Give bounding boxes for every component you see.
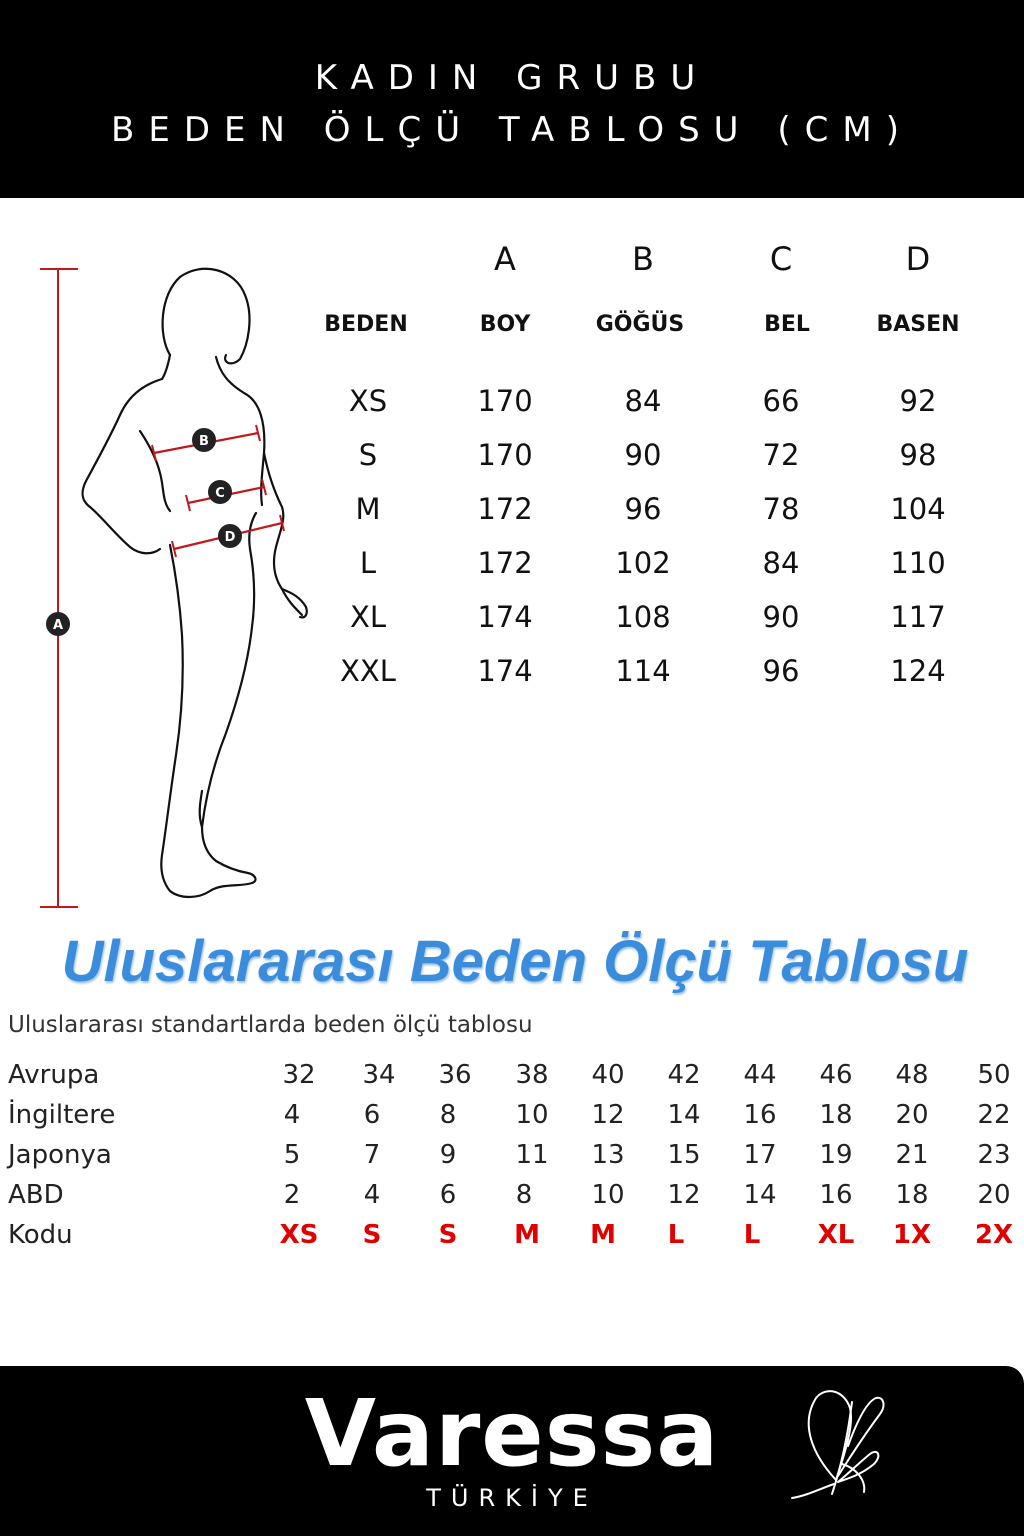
intl-row-label: İngiltere xyxy=(8,1100,116,1130)
brand-subtitle: TÜRKİYE xyxy=(426,1484,598,1512)
intl-cell: 36 xyxy=(438,1060,472,1090)
intl-cell: 12 xyxy=(667,1180,701,1210)
header-banner xyxy=(0,0,1024,198)
intl-cell: 7 xyxy=(363,1140,381,1170)
intl-cell: 20 xyxy=(977,1180,1011,1210)
intl-cell: 48 xyxy=(895,1060,929,1090)
header-title-line2: BEDEN ÖLÇÜ TABLOSU (CM) xyxy=(111,110,913,150)
header-gogus: GÖĞÜS xyxy=(595,312,685,337)
cell-size: S xyxy=(358,438,378,472)
cell-gogus: 96 xyxy=(624,492,662,526)
marker-a-label: A xyxy=(52,618,64,633)
intl-code-cell: 1X xyxy=(892,1220,932,1250)
intl-cell: 16 xyxy=(819,1180,853,1210)
cell-basen: 98 xyxy=(899,438,937,472)
brand-logo-text: Varessa xyxy=(304,1380,720,1487)
intl-cell: 17 xyxy=(743,1140,777,1170)
intl-cell: 23 xyxy=(977,1140,1011,1170)
intl-cell: 14 xyxy=(743,1180,777,1210)
header-basen: BASEN xyxy=(876,312,960,337)
cell-bel: 78 xyxy=(762,492,800,526)
cell-gogus: 114 xyxy=(615,654,671,688)
intl-cell: 12 xyxy=(591,1100,625,1130)
header-boy: BOY xyxy=(479,312,531,337)
cell-basen: 110 xyxy=(890,546,946,580)
table-row xyxy=(0,546,1024,586)
cell-bel: 72 xyxy=(762,438,800,472)
intl-row-abd xyxy=(0,1180,1024,1216)
table-row xyxy=(0,492,1024,532)
intl-cell: 14 xyxy=(667,1100,701,1130)
intl-cell: 10 xyxy=(591,1180,625,1210)
intl-row-avrupa xyxy=(0,1060,1024,1096)
intl-code-cell: 2X xyxy=(974,1220,1014,1250)
intl-cell: 9 xyxy=(439,1140,457,1170)
intl-cell: 10 xyxy=(515,1100,549,1130)
marker-b-label: B xyxy=(199,434,209,449)
intl-cell: 50 xyxy=(977,1060,1011,1090)
cell-boy: 172 xyxy=(477,492,533,526)
intl-row-label: Avrupa xyxy=(8,1060,100,1090)
intl-cell: 18 xyxy=(819,1100,853,1130)
intl-cell: 18 xyxy=(895,1180,929,1210)
cell-size: L xyxy=(359,546,377,580)
intl-cell: 20 xyxy=(895,1100,929,1130)
intl-cell: 4 xyxy=(363,1180,381,1210)
cell-bel: 66 xyxy=(762,384,800,418)
cell-bel: 90 xyxy=(762,600,800,634)
intl-code-cell: XS xyxy=(279,1220,319,1250)
header-beden: BEDEN xyxy=(324,312,408,337)
cell-boy: 170 xyxy=(477,438,533,472)
intl-code-cell: M xyxy=(590,1220,616,1250)
intl-cell: 8 xyxy=(515,1180,533,1210)
intl-cell: 44 xyxy=(743,1060,777,1090)
cell-boy: 174 xyxy=(477,600,533,634)
intl-cell: 8 xyxy=(439,1100,457,1130)
intl-cell: 38 xyxy=(515,1060,549,1090)
intl-cell: 21 xyxy=(895,1140,929,1170)
intl-row-ingiltere xyxy=(0,1100,1024,1136)
cell-basen: 104 xyxy=(890,492,946,526)
letter-d: D xyxy=(905,240,931,278)
cell-bel: 84 xyxy=(762,546,800,580)
table-row xyxy=(0,654,1024,694)
letter-b: B xyxy=(632,240,654,278)
letter-c: C xyxy=(769,240,793,278)
cell-gogus: 84 xyxy=(624,384,662,418)
butterfly-logo-icon xyxy=(782,1384,892,1504)
intl-cell: 16 xyxy=(743,1100,777,1130)
cell-gogus: 102 xyxy=(615,546,671,580)
intl-cell: 5 xyxy=(283,1140,301,1170)
cell-basen: 117 xyxy=(890,600,946,634)
intl-code-cell: M xyxy=(514,1220,540,1250)
intl-row-label: ABD xyxy=(8,1180,64,1210)
intl-cell: 34 xyxy=(362,1060,396,1090)
intl-cell: 11 xyxy=(515,1140,549,1170)
measurement-letters xyxy=(0,240,1024,290)
intl-cell: 32 xyxy=(282,1060,316,1090)
cell-size: XS xyxy=(348,384,388,418)
intl-size-chart-subtitle: Uluslararası standartlarda beden ölçü tablosu xyxy=(8,1012,533,1038)
cell-size: XXL xyxy=(340,654,396,688)
intl-row-japonya xyxy=(0,1140,1024,1176)
intl-cell: 6 xyxy=(439,1180,457,1210)
intl-row-kodu xyxy=(0,1220,1024,1256)
cell-gogus: 90 xyxy=(624,438,662,472)
intl-size-chart-title: Uluslararası Beden Ölçü Tablosu xyxy=(61,929,969,994)
cell-boy: 172 xyxy=(477,546,533,580)
intl-row-label: Japonya xyxy=(8,1140,112,1170)
cell-boy: 174 xyxy=(477,654,533,688)
intl-cell: 6 xyxy=(363,1100,381,1130)
marker-c-label: C xyxy=(215,486,225,501)
table-row xyxy=(0,438,1024,478)
intl-code-cell: L xyxy=(667,1220,685,1250)
intl-cell: 13 xyxy=(591,1140,625,1170)
cell-size: XL xyxy=(349,600,387,634)
cell-size: M xyxy=(355,492,381,526)
intl-cell: 15 xyxy=(667,1140,701,1170)
letter-a: A xyxy=(494,240,516,278)
cell-gogus: 108 xyxy=(615,600,671,634)
intl-cell: 22 xyxy=(977,1100,1011,1130)
intl-code-cell: XL xyxy=(817,1220,855,1250)
intl-cell: 19 xyxy=(819,1140,853,1170)
cell-bel: 96 xyxy=(762,654,800,688)
cell-boy: 170 xyxy=(477,384,533,418)
intl-code-cell: L xyxy=(743,1220,761,1250)
intl-row-label: Kodu xyxy=(8,1220,73,1250)
intl-cell: 42 xyxy=(667,1060,701,1090)
table-row xyxy=(0,384,1024,424)
cell-basen: 124 xyxy=(890,654,946,688)
intl-cell: 40 xyxy=(591,1060,625,1090)
marker-d-label: D xyxy=(224,530,236,545)
cell-basen: 92 xyxy=(899,384,937,418)
intl-cell: 46 xyxy=(819,1060,853,1090)
intl-cell: 2 xyxy=(283,1180,301,1210)
intl-code-cell: S xyxy=(362,1220,382,1250)
intl-code-cell: S xyxy=(438,1220,458,1250)
table-row xyxy=(0,600,1024,640)
header-title-line1: KADIN GRUBU xyxy=(314,58,710,98)
intl-cell: 4 xyxy=(283,1100,301,1130)
header-bel: BEL xyxy=(764,312,810,337)
